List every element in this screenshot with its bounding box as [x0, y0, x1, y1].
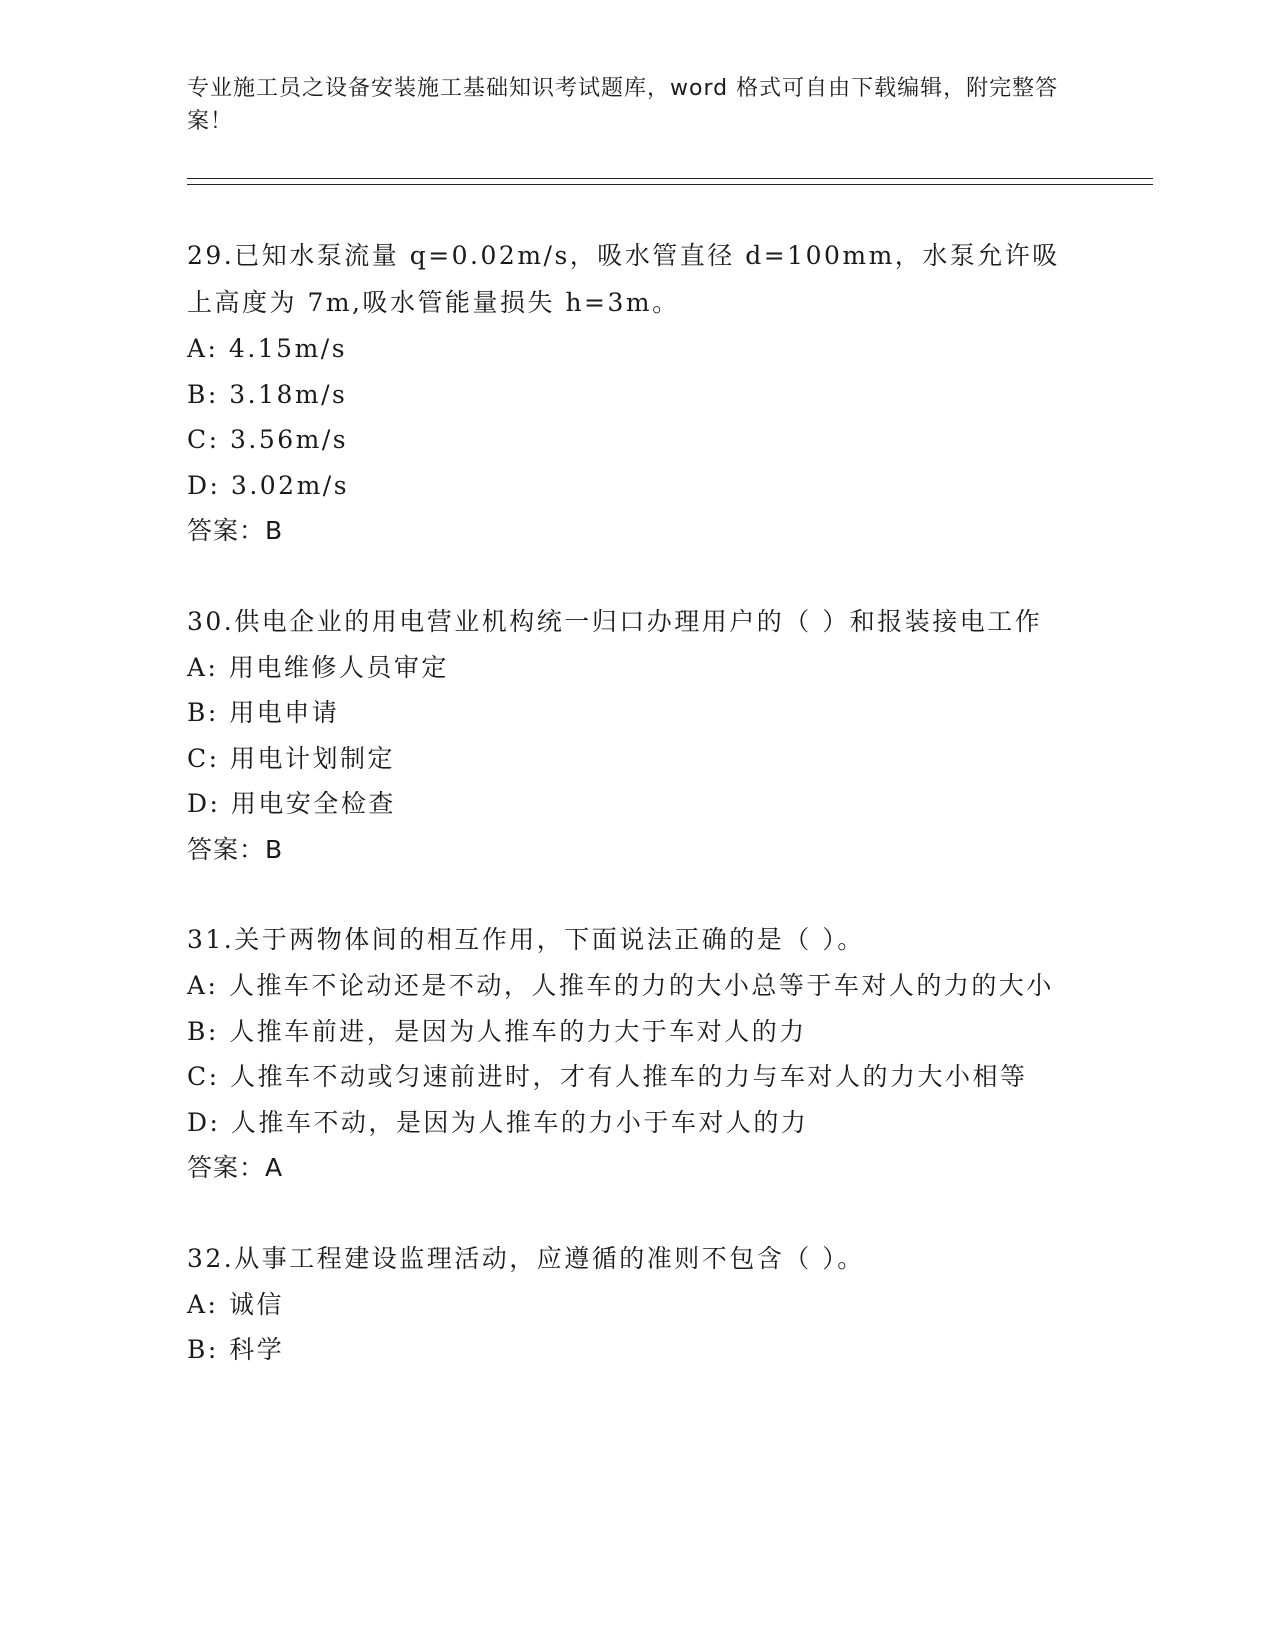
question-stem: 29.已知水泵流量 q=0.02m/s，吸水管直径 d=100mm，水泵允许吸上高度为 7m,吸水管能量损失 h=3m。	[187, 241, 1060, 317]
option-b: B: 科学	[187, 1335, 285, 1364]
option-c: C: 用电计划制定	[187, 743, 395, 773]
option-c: C: 3.56m/s	[187, 425, 349, 454]
question-30	[187, 598, 1087, 873]
option-d: D: 用电安全检查	[187, 789, 396, 818]
question-list	[187, 232, 1087, 1417]
option-b: B: 人推车前进，是因为人推车的力大于车对人的力	[187, 1016, 807, 1046]
option-a: A: 人推车不论动还是不动，人推车的力的大小总等于车对人的力的大小	[187, 971, 1054, 1000]
option-a: A: 4.15m/s	[187, 334, 348, 363]
option-d: D: 人推车不动，是因为人推车的力小于车对人的力	[187, 1107, 809, 1137]
question-32	[187, 1235, 1087, 1373]
option-d: D: 3.02m/s	[187, 470, 350, 500]
question-stem: 32.从事工程建设监理活动，应遵循的准则不包含（ ）。	[187, 1243, 865, 1273]
answer-line: 答案：A	[187, 1153, 284, 1182]
answer-line: 答案：B	[187, 516, 284, 545]
answer-line: 答案：B	[187, 834, 284, 864]
header-rule-top	[187, 178, 1153, 179]
question-stem: 31.关于两物体间的相互作用，下面说法正确的是（ ）。	[187, 925, 865, 954]
question-29	[187, 232, 1087, 554]
document-header: 专业施工员之设备安装施工基础知识考试题库，word 格式可自由下载编辑，附完整答案！	[187, 76, 1059, 134]
option-a: A: 诚信	[187, 1289, 284, 1319]
option-b: B: 3.18m/s	[187, 379, 348, 409]
option-b: B: 用电申请	[187, 698, 340, 727]
question-31	[187, 916, 1087, 1191]
option-a: A: 用电维修人员审定	[187, 652, 449, 682]
option-c: C: 人推车不动或匀速前进时，才有人推车的力与车对人的力大小相等	[187, 1062, 1028, 1091]
header-rule-bottom	[187, 184, 1153, 185]
question-stem: 30.供电企业的用电营业机构统一归口办理用户的（ ）和报装接电工作	[187, 606, 1043, 636]
